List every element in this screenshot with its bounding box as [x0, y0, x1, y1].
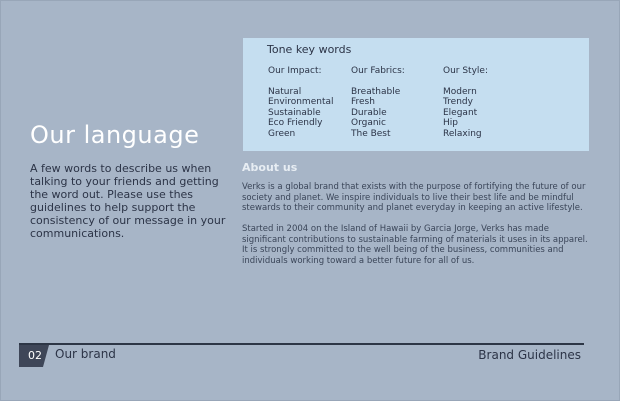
section-label: Our brand	[55, 347, 116, 361]
impact-word: Natural	[268, 86, 302, 97]
about-body	[242, 182, 592, 277]
page-number: 02	[28, 349, 42, 362]
fabrics-word: Organic	[351, 118, 387, 128]
about-title: About us	[242, 161, 298, 174]
impact-heading: Our Impact:	[268, 66, 322, 76]
tone-keywords-box	[243, 38, 589, 151]
footer-divider	[19, 343, 584, 345]
style-word: Hip	[443, 118, 458, 128]
about-paragraph: Started in 2004 on the Island of Hawaii by Garcia Jorge, Verks has made significant contributions to sustainable farming of materials it uses in its apparel. It is strongly committed to the well being of the business, communities and individuals working toward a better future for all of us.	[242, 224, 588, 266]
style-column	[443, 66, 488, 139]
style-word: Elegant	[443, 107, 478, 118]
fabrics-column	[351, 66, 405, 139]
page-title: Our language	[30, 121, 200, 149]
style-word: Relaxing	[443, 128, 482, 139]
impact-word: Green	[268, 128, 296, 139]
fabrics-heading: Our Fabrics:	[351, 66, 405, 76]
document-label: Brand Guidelines	[478, 348, 581, 362]
fabrics-word: Breathable	[351, 86, 401, 97]
impact-column	[268, 66, 333, 139]
style-heading: Our Style:	[443, 66, 488, 76]
fabrics-word: Durable	[351, 107, 387, 118]
impact-word: Sustainable	[268, 107, 321, 118]
about-paragraph: Verks is a global brand that exists with the purpose of fortifying the future of our society and planet. We inspire individuals to live their best life and be mindful stewards to their community and planet everyday in keeping an active lifestyle.	[242, 182, 586, 213]
fabrics-word: Fresh	[351, 97, 375, 107]
tone-keywords-title: Tone key words	[267, 43, 352, 56]
impact-word: Eco Friendly	[268, 118, 323, 128]
style-word: Modern	[443, 86, 477, 97]
style-word: Trendy	[443, 97, 473, 107]
fabrics-word: The Best	[351, 128, 391, 139]
impact-word: Environmental	[268, 97, 334, 107]
page-description: A few words to describe us when talking to your friends and getting the word out. Please use thes guidelines to help support the consistency of our message in your communications.	[30, 162, 226, 240]
